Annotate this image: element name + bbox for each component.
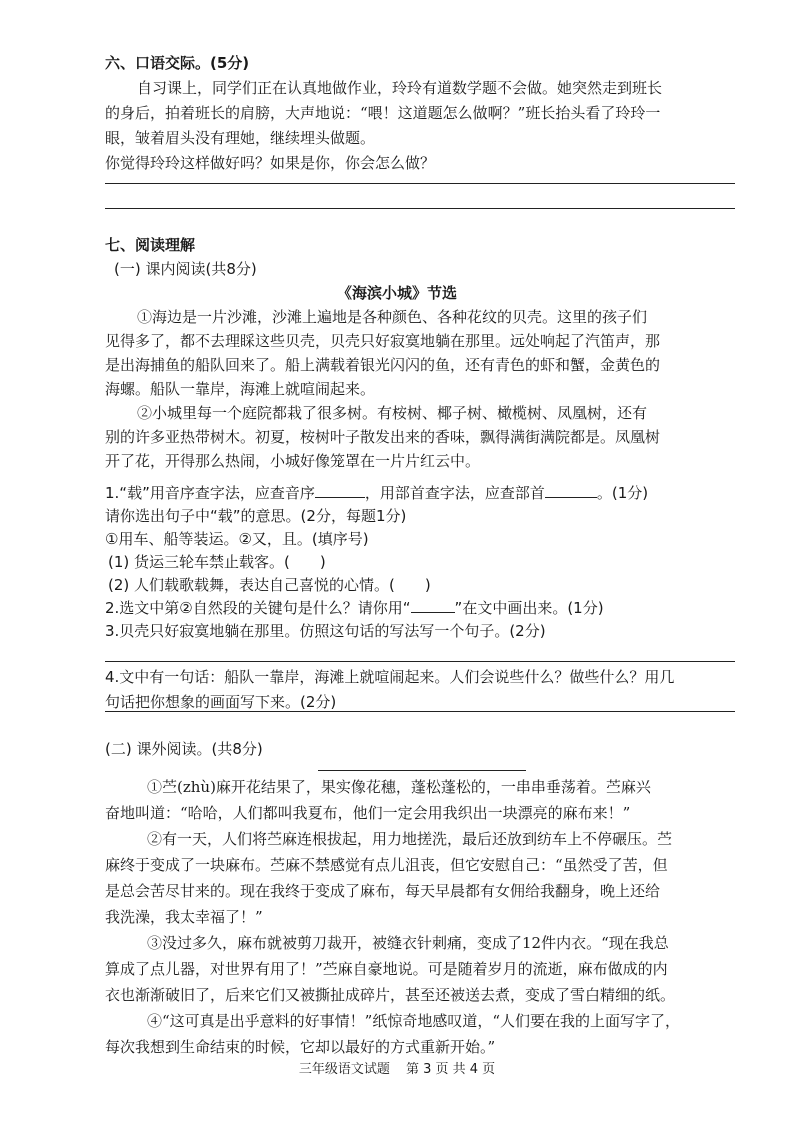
- section-6-heading: 六、口语交际。(5分): [105, 54, 250, 72]
- question-1-sub-1: (1) 货运三轮车禁止载客。( ): [108, 553, 326, 571]
- passage-line: ①海边是一片沙滩，沙滩上遍地是各种颜色、各种花纹的贝壳。这里的孩子们: [137, 308, 648, 326]
- part-2-heading: (二) 课外阅读。(共8分): [105, 740, 263, 758]
- passage-title: 《海滨小城》节选: [336, 284, 457, 302]
- answer-line: [105, 711, 735, 712]
- passage-line: ②小城里每一个庭院都栽了很多树。有桉树、椰子树、橄榄树、凤凰树，还有: [137, 404, 648, 422]
- answer-blank: [411, 595, 455, 613]
- answer-line: [105, 208, 735, 209]
- question-1-instruction: 请你选出句子中“载”的意思。(2分，每题1分): [105, 507, 407, 525]
- passage-line: 见得多了，都不去理睬这些贝壳，贝壳只好寂寞地躺在那里。远处响起了汽笛声，那: [105, 332, 661, 350]
- question-2-text: 2.选文中第②自然段的关键句是什么？请你用“: [105, 599, 411, 617]
- footer-page-number: 第 3 页 共 4 页: [405, 1062, 496, 1077]
- passage-line: ③没过多久，麻布就被剪刀裁开，被缝衣针刺痛，变成了12件内衣。“现在我总: [147, 934, 669, 952]
- title-answer-line: [318, 770, 526, 771]
- passage-line: 别的许多亚热带树木。初夏，桉树叶子散发出来的香味，飘得满街满院都是。凤凰树: [105, 428, 661, 446]
- question-1-text: ，用部首查字法，应查部首: [364, 484, 545, 502]
- section-6-question: 你觉得玲玲这样做好吗？如果是你，你会怎么做？: [105, 154, 436, 172]
- question-2-text: ”在文中画出来。(1分): [454, 599, 604, 617]
- passage-line: 算成了点儿器，对世界有用了！”苎麻自豪地说。可是随着岁月的流逝，麻布做成的内: [105, 960, 668, 978]
- question-4: 句话把你想象的画面写下来。(2分): [105, 693, 337, 711]
- section-7-heading: 七、阅读理解: [105, 236, 196, 254]
- passage-line: 是出海捕鱼的船队回来了。船上满载着银光闪闪的鱼，还有青色的虾和蟹，金黄色的: [105, 356, 661, 374]
- answer-line: [105, 183, 735, 184]
- page-footer: [0, 1058, 794, 1077]
- passage-line: 是总会苦尽甘来的。现在我终于变成了麻布，每天早晨都有女佣给我翻身，晚上还给: [105, 882, 661, 900]
- section-6-paragraph-line: 自习课上，同学们正在认真地做作业，玲玲有道数学题不会做。她突然走到班长: [137, 79, 663, 97]
- question-1-options: ①用车、船等装运。②又，且。(填序号): [105, 530, 369, 548]
- passage-line: ④“这可真是出乎意料的好事情！”纸惊奇地感叹道，“人们要在我的上面写字了，: [147, 1012, 681, 1030]
- passage-line: 麻终于变成了一块麻布。苎麻不禁感觉有点儿沮丧，但它安慰自己：“虽然受了苦，但: [105, 856, 668, 874]
- footer-exam-title: 三年级语文试题: [298, 1062, 390, 1077]
- passage-line: 奋地叫道：“哈哈，人们都叫我夏布，他们一定会用我织出一块漂亮的麻布来！”: [105, 804, 631, 822]
- answer-blank[interactable]: [315, 480, 365, 498]
- passage-line: 衣也渐渐破旧了，后来它们又被撕扯成碎片，甚至还被送去煮，变成了雪白精细的纸。: [105, 986, 676, 1004]
- question-3: 3.贝壳只好寂寞地躺在那里。仿照这句话的写法写一个句子。(2分): [105, 622, 546, 640]
- question-1-text: 1.“载”用音序查字法，应查音序: [105, 484, 315, 502]
- answer-line: [105, 661, 735, 662]
- question-1-text: 。(1分): [596, 484, 649, 502]
- answer-blank[interactable]: [545, 480, 597, 498]
- question-4: 4.文中有一句话：船队一靠岸，海滩上就喧闹起来。人们会说些什么？做些什么？用几: [105, 668, 675, 686]
- passage-line: 每次我想到生命结束的时候，它却以最好的方式重新开始。”: [105, 1038, 496, 1056]
- passage-line: ①苎(zhù)麻开花结果了，果实像花穗，蓬松蓬松的，一串串垂荡着。苎麻兴: [147, 778, 651, 796]
- question-1-sub-2: (2) 人们载歌载舞，表达自己喜悦的心情。( ): [108, 576, 431, 594]
- part-1-heading: (一) 课内阅读(共8分): [114, 260, 257, 278]
- section-6-paragraph-line: 眼，皱着眉头没有理她，继续埋头做题。: [105, 129, 376, 147]
- section-6-paragraph-line: 的身后，拍着班长的肩膀，大声地说：“喂！这道题怎么做啊？”班长抬头看了玲玲一: [105, 104, 661, 122]
- passage-line: 海螺。船队一靠岸，海滩上就喧闹起来。: [105, 380, 376, 398]
- passage-line: 开了花，开得那么热闹，小城好像笼罩在一片片红云中。: [105, 452, 481, 470]
- passage-line: 我洗澡，我太幸福了！”: [105, 908, 263, 926]
- passage-line: ②有一天，人们将苎麻连根拔起，用力地搓洗，最后还放到纺车上不停碾压。苎: [147, 830, 673, 848]
